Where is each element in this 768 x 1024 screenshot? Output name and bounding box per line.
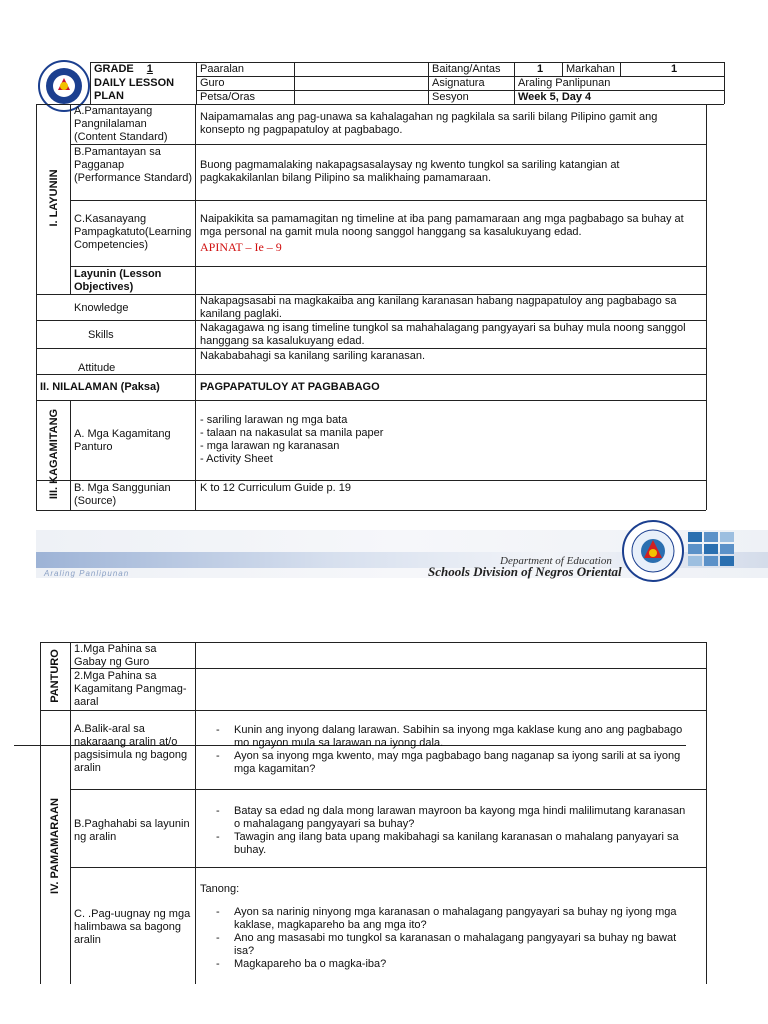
kagamitang-section-label: III. KAGAMITANG	[48, 408, 60, 500]
sesyon-value: Week 5, Day 4	[518, 91, 592, 103]
paaralan-label: Paaralan	[200, 63, 245, 75]
list-item: - Ayon sa narinig ninyong mga karanasan o mahalagang pangyayari sa buhay ng iyong mga kaklase, magkapareho ba ang mga ito?	[216, 906, 677, 931]
nilalaman-label: II. NILALAMAN (Paksa)	[40, 381, 160, 393]
layunin-section-label: I. LAYUNIN	[48, 169, 60, 227]
list-item: - Magkapareho ba o magka-iba?	[216, 958, 387, 970]
skills-label: Skills	[88, 329, 114, 341]
gabay-guro-label: 1.Mga Pahina sa Gabay ng Guro	[74, 643, 157, 668]
dll-title-line2: PLAN	[94, 90, 124, 102]
pag-uugnay-label: C. .Pag-uugnay ng mga halimbawa sa bagong aralin	[74, 908, 191, 946]
guro-label: Guro	[200, 77, 225, 89]
paghahabi-list	[216, 805, 694, 857]
markahan-value: 1	[670, 63, 678, 75]
knowledge-label: Knowledge	[74, 302, 129, 314]
footer-subject-text: Araling Panlipunan	[44, 569, 130, 578]
learning-competencies-label: C.Kasanayang Pampagkatuto(Learning Competencies)	[74, 213, 192, 251]
dll-title-line1: DAILY LESSON	[94, 77, 175, 89]
list-item: - Tawagin ang ilang bata upang makibahagi sa kanilang karanasan o mahalang panyayari sa buhay.	[216, 831, 679, 856]
asignatura-label: Asignatura	[432, 77, 485, 89]
kagamitang-pangmag-aaral-label: 2.Mga Pahina sa Kagamitang Pangmag-aaral	[74, 670, 187, 708]
kagamitang-panturo-list	[200, 414, 383, 466]
footer-division-text: Schools Division of Negros Oriental	[428, 564, 622, 579]
balik-aral-label: A.Balik-aral sa nakaraang aralin at/o pagsisimula ng bagong aralin	[74, 723, 188, 774]
lesson-objectives-label: Layunin (Lesson Objectives)	[74, 268, 162, 293]
sesyon-label: Sesyon	[432, 91, 469, 103]
learning-competencies-text: Naipakikita sa pamamagitan ng timeline at iba pang pamamaraan ang mga pagbabago sa buhay at mga personal na gamit mula noong sanggol hanggang sa kasalukuyang edad.	[200, 213, 684, 238]
attitude-text: Nakababahagi sa kanilang sariling karanasan.	[200, 350, 426, 362]
list-item: - talaan na nakasulat sa manila paper	[200, 427, 384, 439]
nilalaman-text: PAGPAPATULOY AT PAGBABAGO	[200, 381, 380, 393]
sanggunian-text: K to 12 Curriculum Guide p. 19	[200, 482, 352, 494]
performance-standard-label: B.Pamantayan sa Pagganap (Performance Standard)	[74, 146, 192, 184]
balik-aral-list	[216, 724, 684, 776]
attitude-label: Attitude	[78, 362, 116, 374]
pamamaraan-section-label: IV. PAMAMARAAN	[49, 798, 61, 894]
skills-text: Nakagagawa ng isang timeline tungkol sa mahahalagang pangyayari sa buhay mula noong sanggol hanggang sa kasalukuyang edad.	[200, 322, 686, 347]
baitang-label: Baitang/Antas	[432, 63, 501, 75]
footer-tile-graphic	[688, 532, 736, 581]
pag-uugnay-list	[216, 906, 694, 971]
asignatura-value: Araling Panlipunan	[518, 77, 611, 89]
footer-dept-text: Department of Education	[500, 555, 612, 567]
grade-label: GRADE 1	[94, 63, 153, 75]
paghahabi-label: B.Paghahabi sa layunin ng aralin	[74, 818, 190, 843]
list-item: - mga larawan ng karanasan	[200, 440, 340, 452]
tanong-heading: Tanong:	[200, 883, 240, 895]
petsa-label: Petsa/Oras	[200, 91, 256, 103]
kagamitang-panturo-label: A. Mga Kagamitang Panturo	[74, 428, 171, 453]
grade-value: 1	[146, 63, 153, 75]
list-item: - Batay sa edad ng dala mong larawan mayroon ba kayong mga hindi malilimutang karanasan o mahalagang pangyayari sa buhay?	[216, 805, 686, 830]
competency-code: APINAT – Ie – 9	[200, 240, 282, 254]
list-item: - Ayon sa inyong mga kwento, may mga pagbabago bang naganap sa iyong sarili at sa iyong mga kagamitan?	[216, 750, 681, 775]
panturo-section-label: PANTURO	[49, 649, 61, 703]
division-seal-logo	[622, 520, 684, 582]
baitang-value: 1	[536, 63, 544, 75]
list-item: - Kunin ang inyong dalang larawan. Sabihin sa inyong mga kaklase kung ano ang pagbabago mo ngayon mula sa larawan na iyong dala.	[216, 724, 683, 749]
list-item: - Ano ang masasabi mo tungkol sa karanasan o mahalagang pangyayari sa buhay ng bawat isa?	[216, 932, 677, 957]
content-standard-text: Naipamamalas ang pag-unawa sa kahalagahan ng pagkilala sa sarili bilang Pilipino gamit ang konsepto ng pagpapatuloy at pagbabago.	[200, 111, 658, 136]
performance-standard-text: Buong pagmamalaking nakapagsasalaysay ng kwento tungkol sa sariling katangian at pagkakakilanlan bilang Pilipino sa malikhaing pamamaraan.	[200, 159, 620, 184]
markahan-label: Markahan	[566, 63, 615, 75]
list-item: - Activity Sheet	[200, 453, 273, 465]
list-item: - sariling larawan ng mga bata	[200, 414, 348, 426]
content-standard-label: A.Pamantayang Pangnilalaman (Content Standard)	[74, 105, 168, 143]
knowledge-text: Nakapagsasabi na magkakaiba ang kanilang karanasan habang nagpapatuloy ang pagbabago sa kanilang paglaki.	[200, 295, 677, 320]
sanggunian-label: B. Mga Sanggunian (Source)	[74, 482, 171, 507]
